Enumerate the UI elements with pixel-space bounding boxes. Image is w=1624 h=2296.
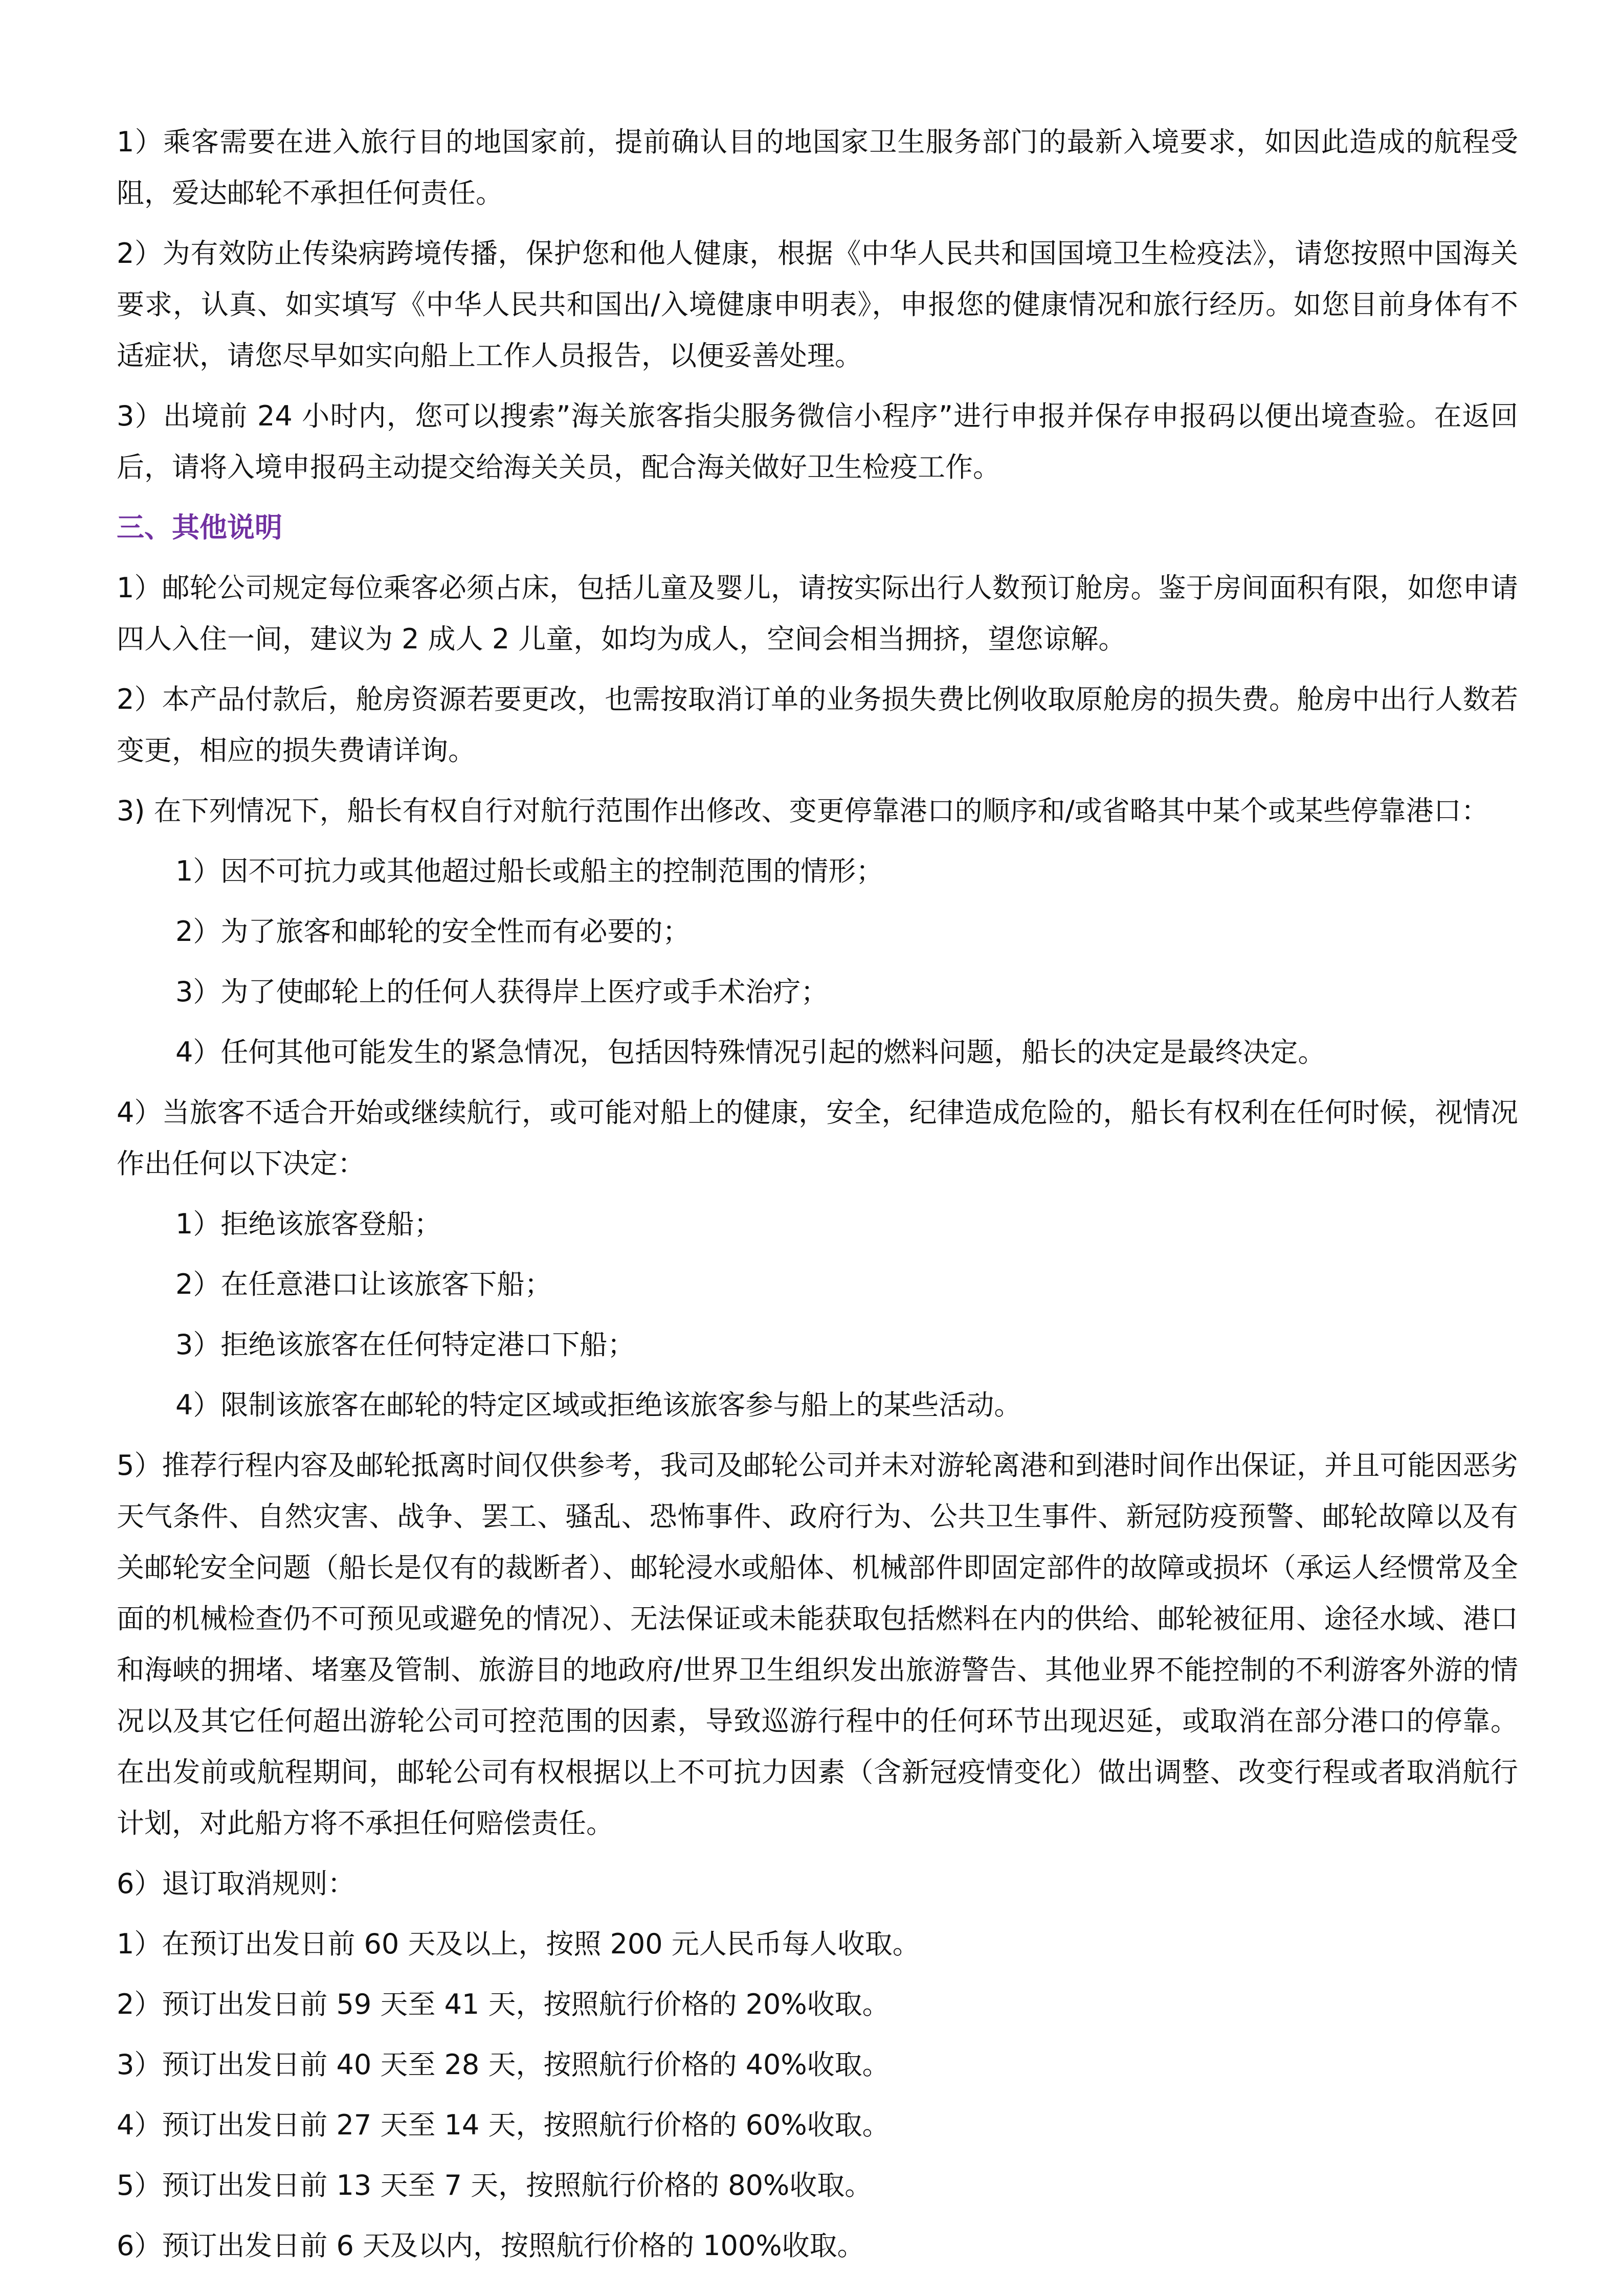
cancel-rule-item: 1）在预订出发日前 60 天及以上，按照 200 元人民币每人收取。	[117, 1928, 920, 1960]
paragraph-health-declaration: 2）为有效防止传染病跨境传播，保护您和他人健康，根据《中华人民共和国国境卫生检疫法》，请您按照中国海关要求，认真、如实填写《中华人民共和国出/入境健康申明表》，申报您的健康情况和旅行经历。如您目前身体有不适症状，请您尽早如实向船上工作人员报告，以便妥善处理。	[117, 237, 1518, 372]
paragraph-captain-route-rights: 3) 在下列情况下，船长有权自行对航行范围作出修改、变更停靠港口的顺序和/或省略其中某个或某些停靠港口：	[117, 795, 1489, 827]
paragraph-cabin-change: 2）本产品付款后，舱房资源若要更改，也需按取消订单的业务损失费比例收取原舱房的损失费。舱房中出行人数若变更，相应的损失费请详询。	[117, 683, 1518, 767]
paragraph-passenger-unfit: 4）当旅客不适合开始或继续航行，或可能对船上的健康，安全，纪律造成危险的，船长有权利在任何时候，视情况作出任何以下决定：	[117, 1096, 1518, 1180]
cancel-rule-item: 6）预订出发日前 6 天及以内，按照航行价格的 100%收取。	[117, 2230, 865, 2262]
list-item: 2）在任意港口让该旅客下船；	[175, 1268, 552, 1300]
list-item: 3）为了使邮轮上的任何人获得岸上医疗或手术治疗；	[175, 976, 829, 1008]
cancel-rule-item: 2）预订出发日前 59 天至 41 天，按照航行价格的 20%收取。	[117, 1988, 890, 2020]
cancel-rule-item: 4）预订出发日前 27 天至 14 天，按照航行价格的 60%收取。	[117, 2109, 890, 2141]
section-heading-other-notes: 三、其他说明	[117, 511, 282, 544]
list-item: 1）因不可抗力或其他超过船长或船主的控制范围的情形；	[175, 855, 884, 887]
list-item: 3）拒绝该旅客在任何特定港口下船；	[175, 1329, 635, 1361]
paragraph-bed-occupancy: 1）邮轮公司规定每位乘客必须占床，包括儿童及婴儿，请按实际出行人数预订舱房。鉴于房间面积有限，如您申请四人入住一间，建议为 2 成人 2 儿童，如均为成人，空间会相当拥挤，望您谅解。	[117, 572, 1518, 655]
cancel-rule-item: 3）预订出发日前 40 天至 28 天，按照航行价格的 40%收取。	[117, 2049, 890, 2081]
list-item: 4）任何其他可能发生的紧急情况，包括因特殊情况引起的燃料问题，船长的决定是最终决定。	[175, 1036, 1326, 1068]
paragraph-entry-requirements: 1）乘客需要在进入旅行目的地国家前，提前确认目的地国家卫生服务部门的最新入境要求，如因此造成的航程受阻，爱达邮轮不承担任何责任。	[117, 126, 1518, 209]
list-item: 2）为了旅客和邮轮的安全性而有必要的；	[175, 915, 691, 948]
document-page	[117, 117, 1518, 2281]
paragraph-cancellation-title: 6）退订取消规则：	[117, 1867, 355, 1900]
paragraph-customs-miniprogram: 3）出境前 24 小时内，您可以搜索”海关旅客指尖服务微信小程序”进行申报并保存申报码以便出境查验。在返回后，请将入境申报码主动提交给海关关员，配合海关做好卫生检疫工作。	[117, 400, 1518, 483]
list-item: 4）限制该旅客在邮轮的特定区域或拒绝该旅客参与船上的某些活动。	[175, 1389, 1022, 1421]
list-item: 1）拒绝该旅客登船；	[175, 1208, 442, 1240]
cancel-rule-item: 5）预订出发日前 13 天至 7 天，按照航行价格的 80%收取。	[117, 2169, 873, 2201]
paragraph-itinerary-disclaimer: 5）推荐行程内容及邮轮抵离时间仅供参考，我司及邮轮公司并未对游轮离港和到港时间作出保证，并且可能因恶劣天气条件、自然灾害、战争、罢工、骚乱、恐怖事件、政府行为、公共卫生事件、新冠防疫预警、邮轮故障以及有关邮轮安全问题（船长是仅有的裁断者）、邮轮浸水或船体、机械部件即固定部件的故障或损坏（承运人经惯常及全面的机械检查仍不可预见或避免的情况）、无法保证或未能获取包括燃料在内的供给、邮轮被征用、途径水域、港口和海峡的拥堵、堵塞及管制、旅游目的地政府/世界卫生组织发出旅游警告、其他业界不能控制的不利游客外游的情况以及其它任何超出游轮公司可控范围的因素，导致巡游行程中的任何环节出现迟延，或取消在部分港口的停靠。在出发前或航程期间，邮轮公司有权根据以上不可抗力因素（含新冠疫情变化）做出调整、改变行程或者取消航行计划，对此船方将不承担任何赔偿责任。	[117, 1449, 1518, 1839]
